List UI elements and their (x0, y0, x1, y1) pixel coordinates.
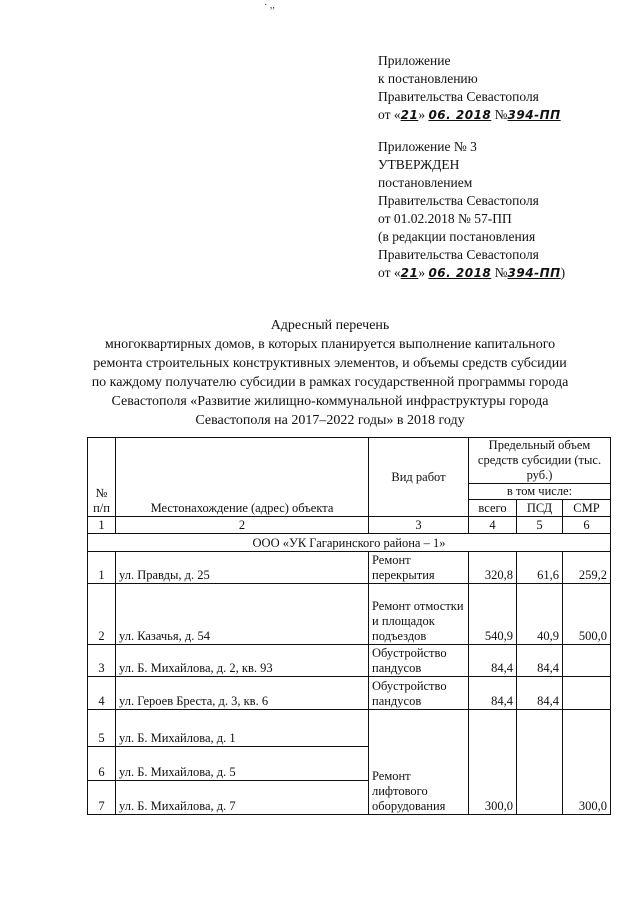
header-limit: Предельный объем средств субсидии (тыс. руб.) (469, 438, 611, 484)
appendix-3-line6: (в редакции постановления (378, 229, 536, 244)
appendix-1-line3: Правительства Севастополя (378, 89, 539, 104)
appendix-3-line7: Правительства Севастополя (378, 247, 539, 262)
table-row: 3 ул. Б. Михайлова, д. 2, кв. 93 Обустройство пандусов 84,4 84,4 (88, 645, 611, 677)
title-line4: по каждому получателю субсидии в рамках государственной программы города (91, 375, 569, 390)
appendix-1-line2: к постановлению (378, 71, 478, 86)
appendix-3-line5: от 01.02.2018 № 57-ПП (378, 211, 512, 226)
header-work-type: Вид работ (369, 438, 469, 517)
address-table (87, 437, 611, 815)
table-row: 7 ул. Б. Михайлова, д. 7 (88, 781, 611, 815)
header-smr: СМР (563, 500, 611, 517)
appendix-1-line1: Приложение (378, 53, 451, 68)
group-header: ООО «УК Гагаринского района – 1» (88, 534, 611, 552)
document-title (60, 316, 600, 430)
merged-work: Ремонт лифтового оборудования (369, 710, 469, 815)
header-address: Местонахождение (адрес) объекта (116, 438, 369, 517)
column-numbers-row (88, 517, 611, 534)
table-row: 1 ул. Правды, д. 25 Ремонт перекрытия 320,8 61,6 259,2 (88, 552, 611, 584)
merged-psd (517, 710, 563, 815)
col-number: 4 (469, 517, 517, 534)
appendix-3-line2: УТВЕРЖДЕН (378, 157, 460, 172)
merged-smr: 300,0 (563, 710, 611, 815)
handwritten-date: 06. 2018 (428, 108, 492, 122)
table-row: 6 ул. Б. Михайлова, д. 5 (88, 747, 611, 781)
table-row: 2 ул. Казачья, д. 54 Ремонт отмостки и площадок подъездов 540,9 40,9 500,0 (88, 584, 611, 645)
handwritten-number: 394-ПП (507, 266, 561, 280)
table-row: 5 ул. Б. Михайлова, д. 1 Ремонт лифтового оборудования 300,0 300,0 (88, 710, 611, 747)
handwritten-number: 394-ПП (507, 108, 561, 122)
appendix-1 (378, 52, 561, 124)
title-line6: Севастополя на 2017–2022 годы» в 2018 году (195, 413, 465, 428)
appendix-3-date-line: от «21» 06. 2018 №394-ПП) (378, 265, 566, 280)
appendix-3 (378, 138, 565, 282)
col-number: 1 (88, 517, 116, 534)
merged-total: 300,0 (469, 710, 517, 815)
scan-mark: · ,, (264, 0, 275, 11)
header-psd: ПСД (517, 500, 563, 517)
col-number: 6 (563, 517, 611, 534)
col-number: 2 (116, 517, 369, 534)
col-number: 3 (369, 517, 469, 534)
appendix-3-line3: постановлением (378, 175, 473, 190)
table-row: 4 ул. Героев Бреста, д. 3, кв. 6 Обустройство пандусов 84,4 84,4 (88, 677, 611, 710)
header-total: всего (469, 500, 517, 517)
title-line3: ремонта строительных конструктивных элементов, и объемы средств субсидии (93, 356, 567, 371)
title-line5: Севастополя «Развитие жилищно-коммунальной инфраструктуры города (111, 394, 549, 409)
header-num: № п/п (88, 438, 116, 517)
title-line2: многоквартирных домов, в которых планируется выполнение капитального (104, 337, 556, 352)
handwritten-date: 06. 2018 (428, 266, 492, 280)
handwritten-day: 21 (400, 266, 419, 280)
title-line1: Адресный перечень (270, 318, 390, 333)
col-number: 5 (517, 517, 563, 534)
appendix-3-line1: Приложение № 3 (378, 139, 477, 154)
appendix-1-date-line: от «21» 06. 2018 №394-ПП (378, 107, 561, 122)
appendix-3-line4: Правительства Севастополя (378, 193, 539, 208)
header-in-that: в том числе: (469, 484, 611, 500)
handwritten-day: 21 (400, 108, 419, 122)
